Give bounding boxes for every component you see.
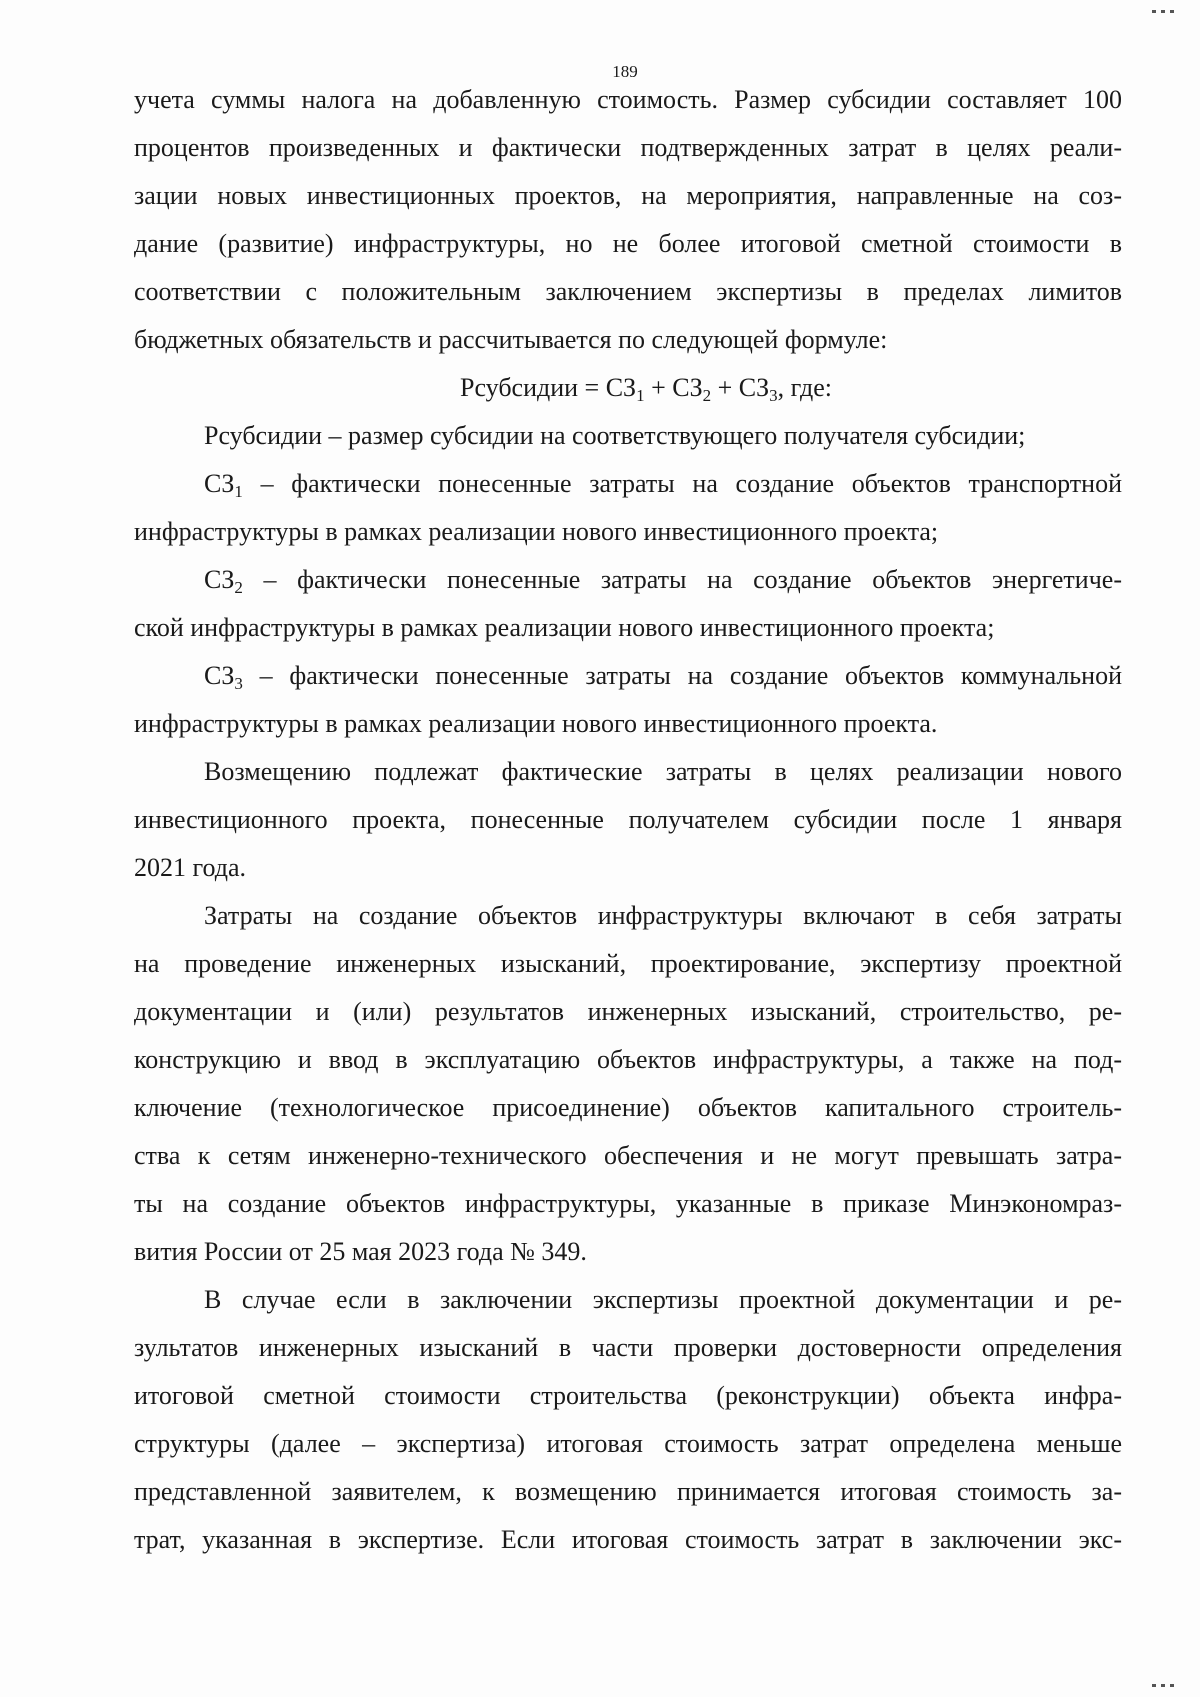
text-line: инфраструктуры в рамках реализации нового инвестиционного проекта. bbox=[134, 709, 938, 738]
scan-mark-bottom bbox=[1152, 1674, 1192, 1677]
text-line: учета суммы налога на добавленную стоимость. Размер субсидии составляет 100 bbox=[134, 85, 1122, 114]
text-line: инфраструктуры в рамках реализации нового инвестиционного проекта; bbox=[134, 517, 939, 546]
text-line: зации новых инвестиционных проектов, на мероприятия, направленные на соз- bbox=[134, 181, 1122, 210]
paragraph-infrastructure-costs bbox=[134, 892, 1122, 1276]
paragraph-intro bbox=[134, 76, 1122, 364]
formula: Рсубсидии = $СЗ_1 + СЗ_2 + СЗ_3$, где: bbox=[460, 373, 833, 405]
text-line: дание (развитие) инфраструктуры, но не более итоговой сметной стоимости в bbox=[134, 229, 1122, 258]
definition-sz3: $СЗ_3$ – фактически понесенные затраты на создание объектов коммунальной инфраструктуры в рамках реализации нового инвестиционного проекта. bbox=[134, 652, 1122, 748]
text-line: итоговой сметной стоимости строительства (реконструкции) объекта инфра- bbox=[134, 1381, 1122, 1410]
definition-r: Рсубсидии – размер субсидии на соответствующего получателя субсидии; bbox=[204, 421, 1026, 450]
scan-mark-top bbox=[1152, 0, 1192, 3]
text-line: 2021 года. bbox=[134, 853, 247, 882]
text-line: Затраты на создание объектов инфраструктуры включают в себя затраты bbox=[204, 901, 1122, 930]
text-line: представленной заявителем, к возмещению принимается итоговая стоимость за- bbox=[134, 1477, 1122, 1506]
document-body bbox=[134, 76, 1122, 1564]
text-line: ства к сетям инженерно-технического обеспечения и не могут превышать затра- bbox=[134, 1141, 1122, 1170]
text-line: соответствии с положительным заключением экспертизы в пределах лимитов bbox=[134, 277, 1122, 306]
text-line: вития России от 25 мая 2023 года № 349. bbox=[134, 1237, 587, 1266]
text-line: бюджетных обязательств и рассчитывается по следующей формуле: bbox=[134, 325, 888, 354]
page-number: 189 bbox=[612, 62, 638, 81]
text-line: ключение (технологическое присоединение) объектов капитального строитель- bbox=[134, 1093, 1122, 1122]
text-line: зультатов инженерных изысканий в части проверки достоверности определения bbox=[134, 1333, 1122, 1362]
text-line: В случае если в заключении экспертизы проектной документации и ре- bbox=[204, 1285, 1122, 1314]
text-line: процентов произведенных и фактически подтвержденных затрат в целях реали- bbox=[134, 133, 1122, 162]
text-line: структуры (далее – экспертиза) итоговая стоимость затрат определена меньше bbox=[134, 1429, 1122, 1458]
text-line: трат, указанная в экспертизе. Если итоговая стоимость затрат в заключении экс- bbox=[134, 1525, 1122, 1554]
definition-sz1: $СЗ_1$ – фактически понесенные затраты на создание объектов транспортной инфраструктуры в рамках реализации нового инвестиционного проекта; bbox=[134, 460, 1122, 556]
text-line: инвестиционного проекта, понесенные получателем субсидии после 1 января bbox=[134, 805, 1122, 834]
paragraph-expertise-case bbox=[134, 1276, 1122, 1564]
text-line: документации и (или) результатов инженерных изысканий, строительство, ре- bbox=[134, 997, 1122, 1026]
text-line: конструкцию и ввод в эксплуатацию объектов инфраструктуры, а также на под- bbox=[134, 1045, 1122, 1074]
text-line: ты на создание объектов инфраструктуры, указанные в приказе Минэкономраз- bbox=[134, 1189, 1122, 1218]
text-line: Возмещению подлежат фактические затраты в целях реализации нового bbox=[204, 757, 1122, 786]
text-line: на проведение инженерных изысканий, проектирование, экспертизу проектной bbox=[134, 949, 1122, 978]
paragraph-reimbursement bbox=[134, 748, 1122, 892]
definition-sz2: $СЗ_2$ – фактически понесенные затраты на создание объектов энергетиче- ской инфраструктуры в рамках реализации нового инвестиционного проекта; bbox=[134, 556, 1122, 652]
text-line: ской инфраструктуры в рамках реализации нового инвестиционного проекта; bbox=[134, 613, 995, 642]
